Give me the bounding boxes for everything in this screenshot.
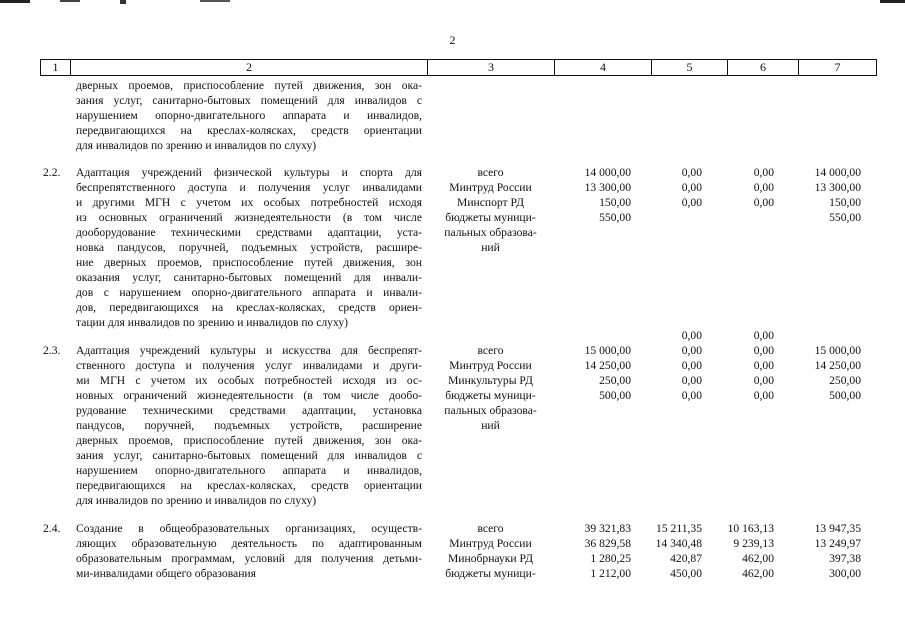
value-cell: 300,00 [829,567,861,580]
value-cell: 420,87 [670,552,702,565]
value-cell: 14 250,00 [584,359,631,372]
funding-sources [428,165,553,255]
funding-sources [428,521,553,581]
source-label: Минтруд России [449,181,532,194]
value-cell [551,328,631,343]
header-col-7: 7 [834,60,841,74]
value-cell: 10 163,13 [727,522,774,535]
text-line: пандусов, поручней, подъемных устройств, расширение [76,419,422,432]
col4-values [551,328,631,403]
value-cell: 0,00 [681,196,702,209]
text-line: Создание в общеобразовательных организациях, осуществ- [76,522,422,535]
value-cell: 15 000,00 [814,344,861,357]
value-cell: 550,00 [829,211,861,224]
col7-values [780,521,861,581]
source-label: Минтруд России [449,537,532,550]
value-cell: 39 321,83 [584,522,631,535]
col5-values [640,328,702,403]
text-line: ственного доступа и получения услуг инвалидами и други- [76,359,422,372]
row-number: 2.3. [43,344,61,357]
value-cell: 150,00 [829,196,861,209]
source-label: пальных образова- [444,404,537,417]
text-line: дверных проемов, приспособление путей движения, зон ока- [76,434,422,447]
header-col-5: 5 [686,60,693,74]
value-cell: 0,00 [753,389,774,402]
source-label: бюджеты муници- [445,567,536,580]
value-cell: 14 000,00 [584,166,631,179]
value-cell: 397,38 [829,552,861,565]
scan-edge-marks [0,0,905,8]
source-label: Минкультуры РД [448,374,533,387]
value-cell: 13 947,35 [814,522,861,535]
value-cell: 36 829,58 [584,537,631,550]
text-line: нарушением опорно-двигательного аппарата и инвалидов, [76,464,422,477]
value-cell: 0,00 [681,359,702,372]
text-line: рудование техническими средствами адаптации, установка [76,404,422,417]
page-number: 2 [449,33,456,47]
value-cell: 0,00 [681,389,702,402]
source-label: ний [481,419,500,432]
value-cell: 14 250,00 [814,359,861,372]
value-cell: 1 280,25 [590,552,631,565]
value-cell: 0,00 [753,181,774,194]
value-cell: 500,00 [829,389,861,402]
text-line: зания услуг, санитарно-бытовых помещений для инвалидов с [76,449,422,462]
value-cell: 13 300,00 [584,181,631,194]
value-cell: 15 000,00 [584,344,631,357]
value-cell: 0,00 [753,344,774,357]
value-cell: 462,00 [742,567,774,580]
source-label: Минобрнауки РД [448,552,533,565]
header-col-1: 1 [52,60,59,74]
value-cell: 14 340,48 [655,537,702,550]
value-cell: 450,00 [670,567,702,580]
text-line: ми МГН с учетом их особых потребностей исходя из ос- [76,374,422,387]
text-line: из основных ограничений жизнедеятельности (в том числе [76,211,422,224]
value-cell: 0,00 [681,374,702,387]
header-col-2: 2 [246,60,252,74]
value-cell: 500,00 [599,389,631,402]
text-line: нарушением опорно-двигательного аппарата и инвалидов, [76,109,422,122]
col5-values [640,165,702,210]
col4-values [551,521,631,581]
col7-values [780,328,861,403]
value-cell: 9 239,13 [733,537,774,550]
text-line: новных ограничений жизнедеятельности (в том числе дообо- [76,389,422,402]
source-label: всего [477,522,504,535]
text-line: оказания услуг, санитарно-бытовых помещений для инвали- [76,271,422,284]
col6-values [713,165,774,210]
value-cell: 0,00 [753,196,774,209]
row-number: 2.4. [43,522,61,535]
header-col-3: 3 [488,60,494,74]
text-line: передвигающихся на креслах-колясках, средств ориентации [76,124,422,137]
text-line: передвигающихся на креслах-колясках, средств ориентации [76,479,422,492]
header-col-6: 6 [760,60,766,74]
source-label: всего [477,166,504,179]
text-line: ние дверных проемов, приспособление путей движения, зон [76,256,422,269]
text-line: тации для инвалидов по зрению и инвалидов по слуху) [76,316,348,329]
col5-values [640,521,702,581]
text-line: для инвалидов по зрению и инвалидов по слуху) [76,139,317,152]
text-line: дов, передвигающихся на креслах-колясках, средств ориен- [76,301,422,314]
col6-values [713,521,774,581]
value-cell: 0,00 [681,166,702,179]
value-cell [780,328,861,343]
funding-sources [428,343,553,433]
text-line: Адаптация учреждений культуры и искусства для беспрепят- [76,344,422,357]
value-cell: 250,00 [829,374,861,387]
text-line: зания услуг, санитарно-бытовых помещений для инвалидов с [76,94,422,107]
col4-values [551,165,631,225]
value-cell: 150,00 [599,196,631,209]
text-line: беспрепятственного доступа и получения услуг инвалидами [76,181,422,194]
text-line: для инвалидов по зрению и инвалидов по слуху) [76,494,317,507]
source-label: бюджеты муници- [445,211,536,224]
source-label: всего [477,344,504,357]
row-number: 2.2. [43,166,61,179]
text-line: дов с нарушением опорно-двигательного аппарата и инвали- [76,286,422,299]
text-line: Адаптация учреждений физической культуры и спорта для [76,166,422,179]
text-line: образовательным программам, условий для получения детьми- [76,552,422,565]
col7-values [780,165,861,225]
text-line: ляющих образовательную деятельность по адаптированным [76,537,422,550]
value-cell: 0,00 [753,374,774,387]
value-cell: 0,00 [681,329,702,342]
source-label: Минспорт РД [457,196,524,209]
value-cell: 15 211,35 [656,522,702,535]
value-cell: 13 249,97 [814,537,861,550]
value-cell: 550,00 [599,211,631,224]
col6-values [713,328,774,403]
value-cell: 0,00 [681,344,702,357]
value-cell: 250,00 [599,374,631,387]
value-cell: 13 300,00 [814,181,861,194]
value-cell: 0,00 [753,359,774,372]
text-line: дверных проемов, приспособление путей движения, зон ока- [76,79,422,92]
value-cell: 462,00 [742,552,774,565]
source-label: ний [481,241,500,254]
value-cell: 0,00 [681,181,702,194]
source-label: бюджеты муници- [445,389,536,402]
header-col-4: 4 [600,60,606,74]
value-cell: 14 000,00 [814,166,861,179]
value-cell: 0,00 [753,166,774,179]
value-cell: 0,00 [753,329,774,342]
text-line: дооборудование техническими средствами адаптации, уста- [76,226,422,239]
text-line: ми-инвалидами общего образования [76,567,256,580]
value-cell: 1 212,00 [590,567,631,580]
source-label: пальных образова- [444,226,537,239]
source-label: Минтруд России [449,359,532,372]
text-line: и другими МГН с учетом их особых потребностей исходя [76,196,422,209]
text-line: новка пандусов, поручней, подъемных устройств, расшире- [76,241,422,254]
